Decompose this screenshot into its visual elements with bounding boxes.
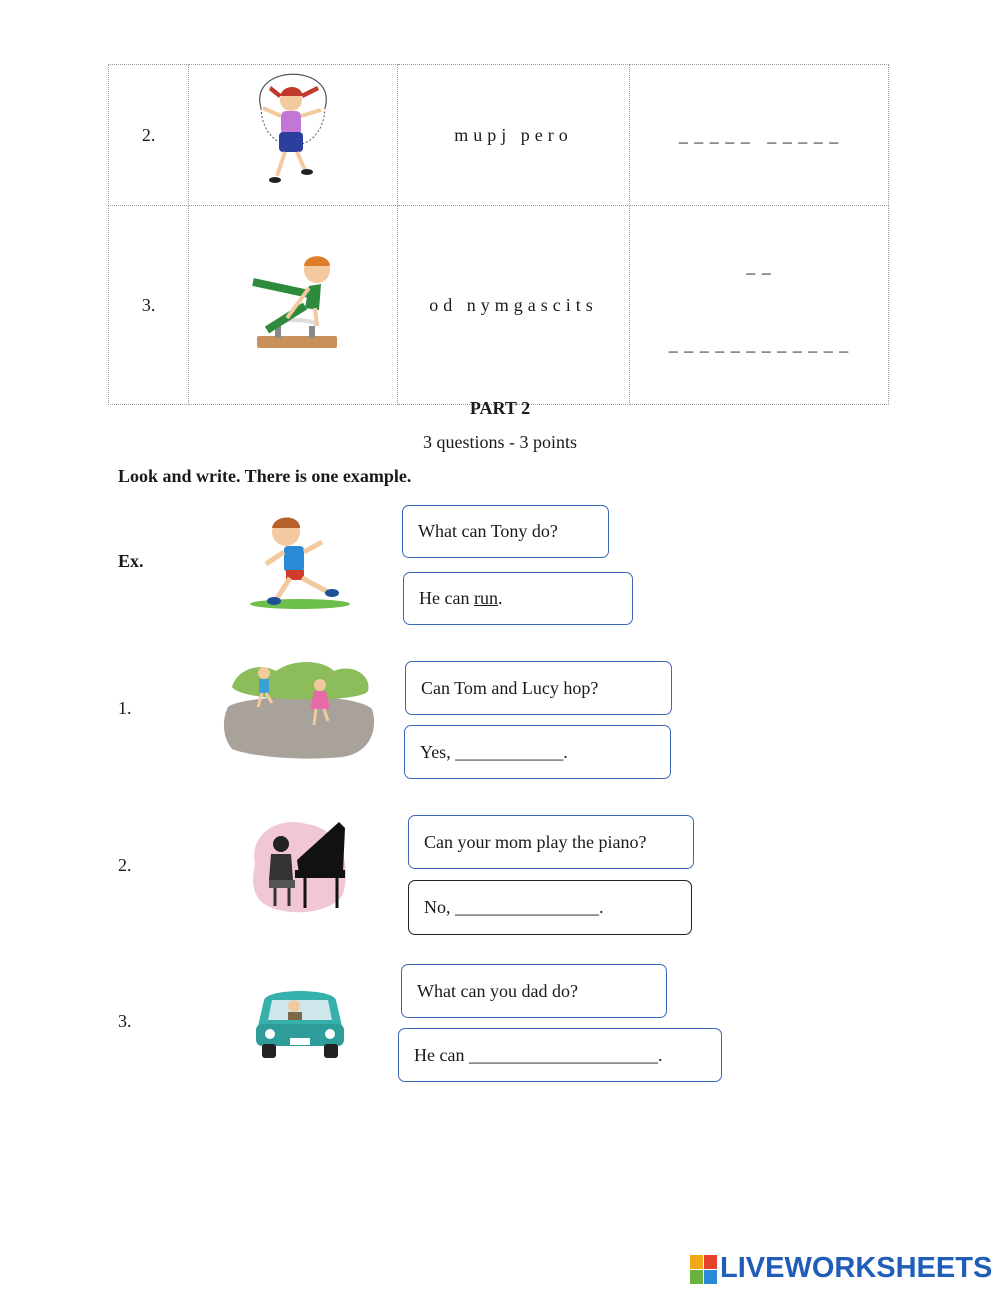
girl-jumping-rope-icon (243, 68, 343, 198)
example-label: Ex. (118, 551, 144, 571)
part-title: PART 2 (469, 398, 531, 418)
example-answer (419, 588, 502, 609)
scrambled-word: mupj pero (398, 65, 630, 206)
question-bubble (401, 964, 667, 1018)
liveworksheets-logo-icon (690, 1255, 716, 1283)
dad-driving-car-icon (254, 980, 346, 1062)
answer-input[interactable]: Yes, ____________. (420, 741, 568, 762)
answer-bubble[interactable] (408, 880, 692, 935)
row-number: 3. (109, 206, 189, 405)
answer-blank-line[interactable]: _ _ (746, 256, 772, 276)
answer-bubble[interactable] (404, 725, 671, 779)
boy-gymnastics-icon (243, 248, 343, 358)
example-answer-suffix: . (497, 588, 503, 608)
question-number: 2. (118, 855, 132, 875)
mom-playing-piano-icon (247, 814, 351, 918)
question-text: Can your mom play the piano? (424, 831, 647, 852)
boy-running-icon (248, 512, 352, 612)
example-answer-prefix: He can (419, 588, 474, 608)
scramble-table-wrapper (108, 64, 889, 405)
liveworksheets-brand[interactable] (690, 1252, 992, 1285)
example-question: What can Tony do? (418, 521, 558, 541)
answer-blanks[interactable] (629, 65, 888, 206)
question-bubble (405, 661, 672, 715)
answer-bubble[interactable] (398, 1028, 722, 1082)
picture-cell (189, 206, 398, 405)
table-row (109, 65, 889, 206)
example-question-bubble (402, 505, 609, 558)
scrambled-word: od nymgascits (398, 206, 630, 405)
answer-input[interactable]: He can _____________________. (414, 1044, 663, 1065)
answer-input[interactable]: No, ________________. (424, 897, 604, 917)
question-bubble (408, 815, 694, 869)
answer-blank-line[interactable]: _ _ _ _ _ _ _ _ _ _ (678, 124, 840, 145)
instruction: Look and write. There is one example. (118, 466, 412, 486)
question-text: Can Tom and Lucy hop? (421, 677, 599, 698)
example-answer-word: run (473, 588, 498, 608)
children-hopping-icon (222, 657, 378, 759)
part-subtitle: 3 questions - 3 points (422, 432, 577, 452)
question-number: 3. (118, 1011, 132, 1031)
picture-cell (189, 65, 398, 206)
table-row (109, 206, 889, 405)
question-number: 1. (118, 698, 132, 718)
question-text: What can you dad do? (417, 980, 578, 1001)
row-number: 2. (109, 65, 189, 206)
answer-blank-line[interactable]: _ _ _ _ _ _ _ _ _ _ _ _ (668, 334, 850, 354)
word-scramble-table (108, 64, 889, 405)
answer-blanks[interactable] (629, 206, 888, 405)
brand-name: LIVEWORKSHEETS (720, 1252, 993, 1284)
example-answer-bubble (403, 572, 633, 625)
